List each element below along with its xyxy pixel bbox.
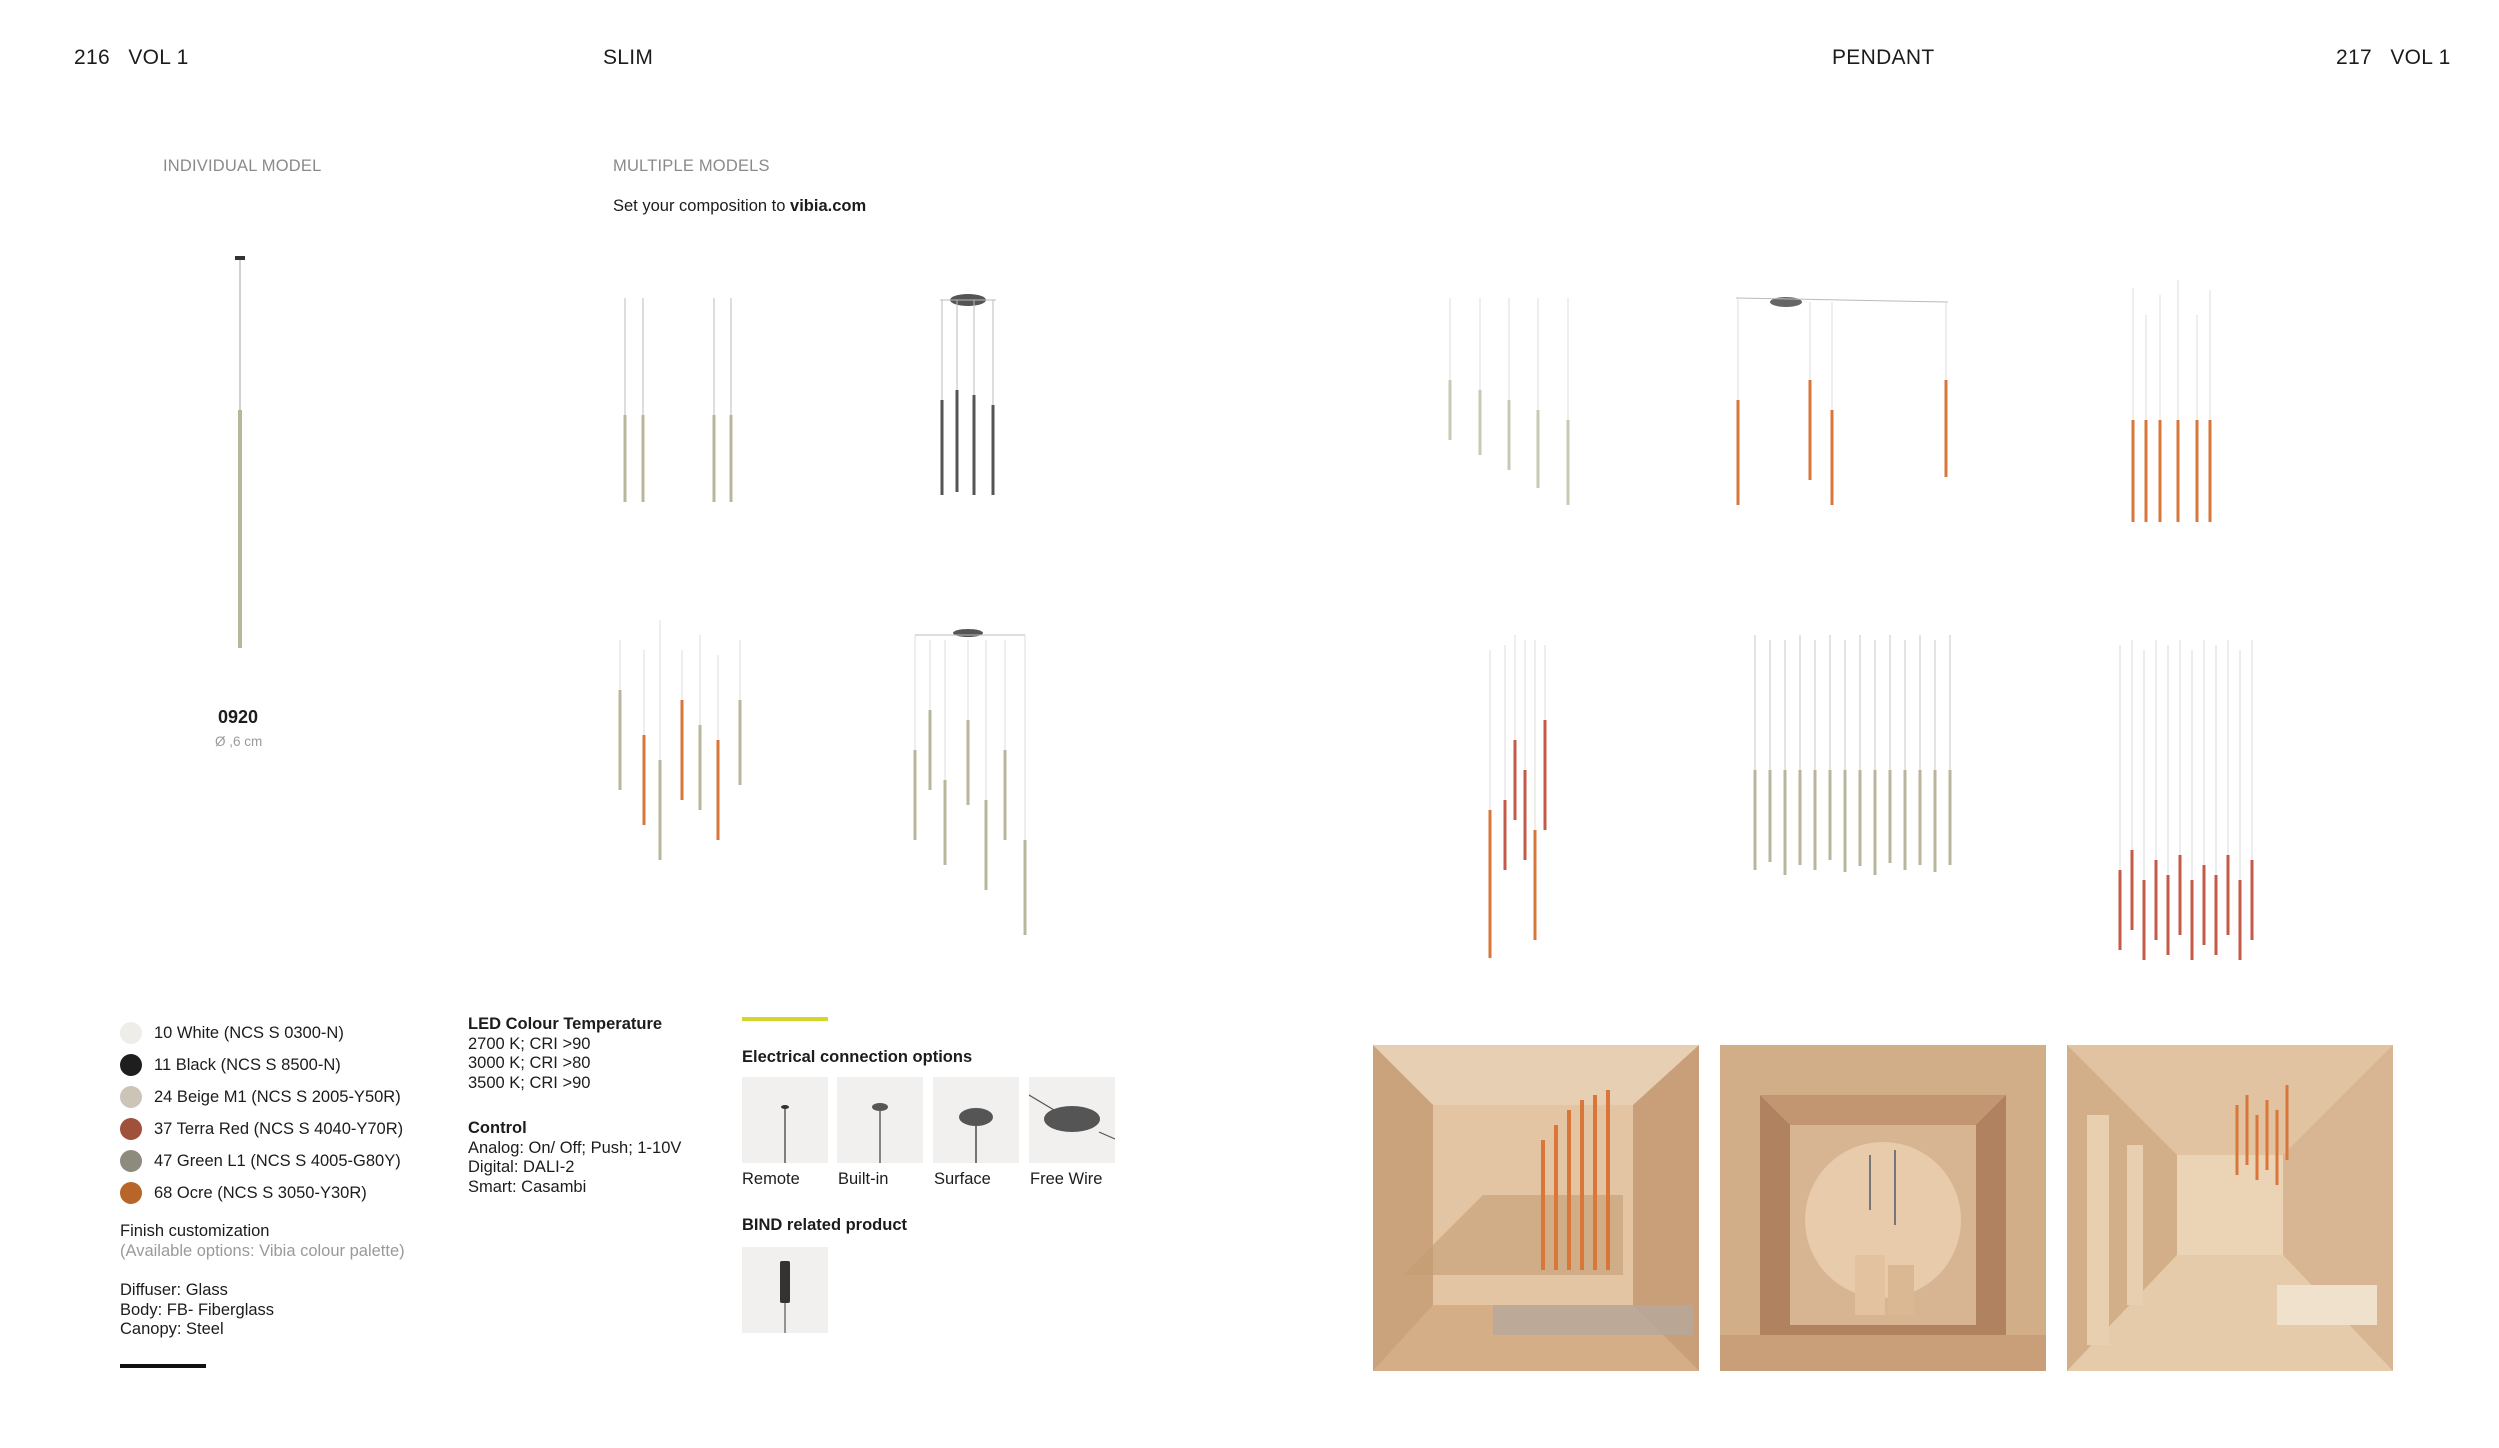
built-in-option-image[interactable]: [837, 1077, 923, 1163]
composition-four-sage: [625, 298, 731, 502]
led-colour-temperature: [468, 1015, 662, 1093]
material-diffuser: Diffuser: Glass: [120, 1281, 228, 1299]
left-page-title: SLIM: [603, 46, 654, 69]
control-item: Smart: Casambi: [468, 1177, 587, 1196]
finish-label: 37 Terra Red (NCS S 4040-Y70R): [154, 1119, 404, 1138]
finish-item: [120, 1017, 440, 1049]
control-section: [468, 1119, 681, 1197]
room-render-circle: [1720, 1045, 2046, 1371]
composition-line: [613, 197, 866, 217]
free-wire-option-label[interactable]: Free Wire: [1030, 1170, 1103, 1188]
swatch-beige: [120, 1086, 142, 1108]
composition-dense-sage: [1755, 635, 1950, 875]
composition-orange-staggered: [2133, 280, 2210, 522]
composition-text: Set your composition to: [613, 197, 791, 215]
page-number: 217: [2336, 46, 2372, 69]
room-render-hall: [2067, 1045, 2393, 1371]
composition-terra-cluster: [1490, 635, 1545, 958]
remote-option-label[interactable]: Remote: [742, 1170, 800, 1188]
swatch-white: [120, 1022, 142, 1044]
finish-customization: [120, 1222, 405, 1261]
swatch-green: [120, 1150, 142, 1172]
finish-item: [120, 1049, 440, 1081]
finish-item: [120, 1177, 440, 1209]
finish-customization-title: Finish customization: [120, 1222, 270, 1240]
composition-large-canopy-sage: [915, 629, 1025, 935]
swatch-black: [120, 1054, 142, 1076]
left-page-number: [74, 46, 189, 70]
composition-mixed: [620, 620, 740, 860]
swatch-terra-red: [120, 1118, 142, 1140]
surface-option-label[interactable]: Surface: [934, 1170, 991, 1188]
control-item: Analog: On/ Off; Push; 1-10V: [468, 1138, 682, 1157]
page-number: 216: [74, 46, 110, 69]
materials: [120, 1281, 274, 1340]
led-item: 3500 K; CRI >90: [468, 1073, 591, 1092]
built-in-option-label[interactable]: Built-in: [838, 1170, 889, 1188]
model-code: 0920: [218, 707, 259, 727]
vibia-link[interactable]: vibia.com: [790, 197, 867, 215]
led-item: 3000 K; CRI >80: [468, 1054, 591, 1072]
finish-customization-note: (Available options: Vibia colour palette): [120, 1241, 405, 1260]
divider-black: [120, 1364, 206, 1368]
free-wire-option-image[interactable]: [1029, 1077, 1115, 1163]
model-dimension: Ø ,6 cm: [215, 734, 263, 749]
swatch-ocre: [120, 1182, 142, 1204]
material-canopy: Canopy: Steel: [120, 1320, 224, 1338]
accent-line: [742, 1017, 828, 1021]
multiple-models-label: MULTIPLE MODELS: [613, 157, 770, 175]
volume-label: VOL 1: [128, 46, 189, 69]
individual-pendant-drawing: [220, 250, 260, 655]
finish-item: [120, 1145, 440, 1177]
composition-rail-orange: [1736, 297, 1948, 505]
control-item: Digital: DALI-2: [468, 1158, 575, 1176]
room-render-staircase: [1373, 1045, 1699, 1371]
right-page-title: PENDANT: [1832, 46, 1935, 69]
finish-label: 68 Ocre (NCS S 3050-Y30R): [154, 1183, 367, 1202]
bind-product-image[interactable]: [742, 1247, 828, 1333]
right-page-number: [2336, 46, 2451, 70]
composition-dark-cluster: [940, 294, 996, 495]
individual-model-label: INDIVIDUAL MODEL: [163, 157, 322, 175]
finish-label: 10 White (NCS S 0300-N): [154, 1023, 344, 1042]
finish-item: [120, 1113, 440, 1145]
volume-label: VOL 1: [2390, 46, 2451, 69]
control-title: Control: [468, 1119, 527, 1137]
remote-option-image[interactable]: [742, 1077, 828, 1163]
material-body: Body: FB- Fiberglass: [120, 1300, 275, 1319]
electrical-title: Electrical connection options: [742, 1048, 973, 1066]
finish-label: 24 Beige M1 (NCS S 2005-Y50R): [154, 1087, 401, 1106]
finish-label: 47 Green L1 (NCS S 4005-G80Y): [154, 1151, 401, 1170]
finish-item: [120, 1081, 440, 1113]
finish-list: [120, 1017, 440, 1209]
finish-label: 11 Black (NCS S 8500-N): [154, 1055, 341, 1074]
composition-drawings: [600, 280, 2499, 970]
composition-staggered-sage: [1450, 298, 1568, 505]
led-title: LED Colour Temperature: [468, 1015, 663, 1033]
bind-title: BIND related product: [742, 1216, 908, 1234]
composition-dense-terra: [2120, 640, 2252, 960]
led-item: 2700 K; CRI >90: [468, 1034, 591, 1053]
pendant-canopy: [235, 256, 245, 260]
surface-option-image[interactable]: [933, 1077, 1019, 1163]
